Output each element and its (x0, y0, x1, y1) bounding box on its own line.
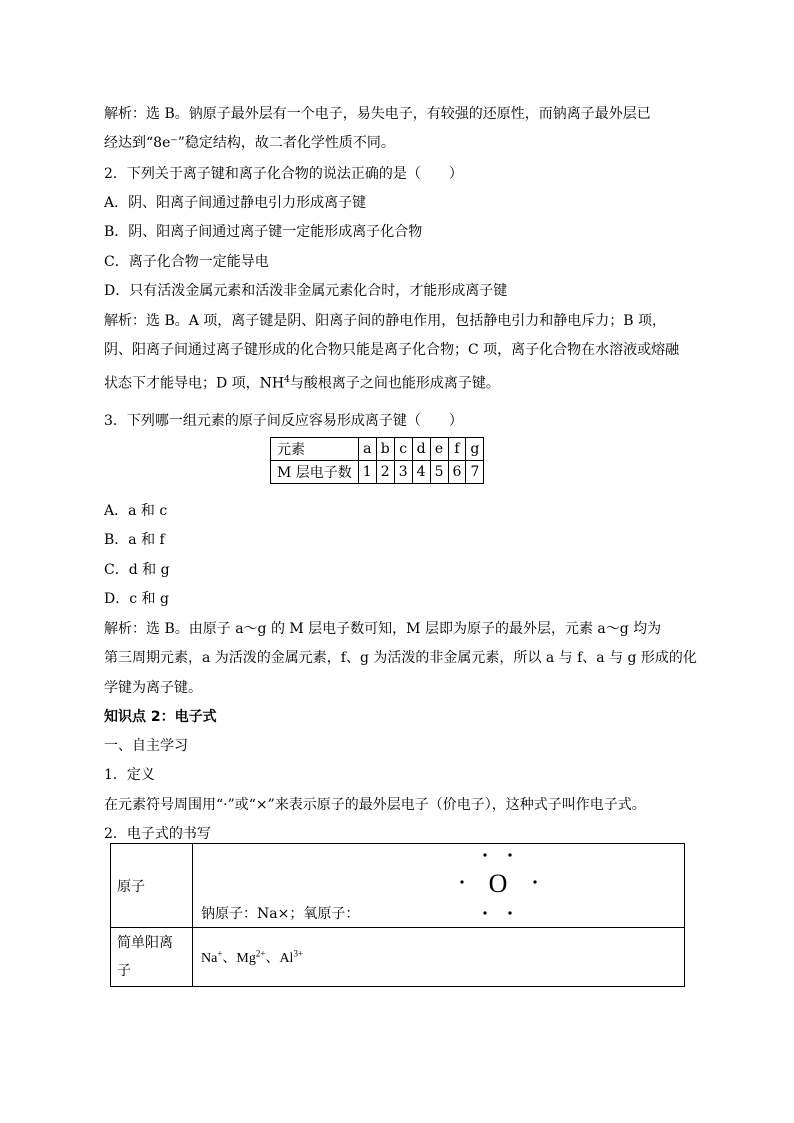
answer-1-line-2: 经达到“8e⁻”稳定结构，故二者化学性质不同。 (104, 135, 395, 151)
element-cell: c (394, 438, 412, 461)
answer-2-line-2: 阴、阳离子间通过离子键形成的化合物只能是离子化合物；C 项，离子化合物在水溶液或熔融 (104, 342, 680, 358)
m-shell-label: M 层电子数 (271, 461, 359, 484)
atom-content-cell (193, 844, 685, 928)
count-cell: 6 (448, 461, 466, 484)
question-2-option-d: D．只有活泼金属元素和活泼非金属元素化合时，才能形成离子键 (104, 283, 508, 299)
item-writing-heading: 2．电子式的书写 (104, 826, 211, 842)
element-header-label: 元素 (271, 438, 359, 461)
subsection-self-study: 一、自主学习 (104, 738, 188, 754)
magnesium-symbol: Mg (236, 951, 256, 966)
magnesium-charge: 2+ (255, 948, 266, 959)
question-2-option-a: A．阴、阳离子间通过静电引力形成离子键 (104, 195, 367, 211)
oxygen-electron-dot-icon (449, 846, 549, 924)
answer-2-line-3a: 状态下才能导电；D 项，NH (104, 375, 285, 392)
definition-text: 在元素符号周围用“·”或“×”来表示原子的最外层电子（价电子），这种式子叫作电子式。 (104, 797, 646, 813)
count-cell: 3 (394, 461, 412, 484)
atom-row (111, 844, 685, 928)
cation-label-line-1: 简单阳离 (117, 935, 173, 951)
oxygen-symbol: O (488, 869, 508, 898)
question-3-option-c: C．d 和 g (104, 562, 170, 578)
element-cell: b (376, 438, 394, 461)
answer-2-line-1: 解析：选 B。A 项，离子键是阴、阳离子间的静电作用，包括静电引力和静电斥力；B 项， (104, 313, 667, 329)
separator: 、 (265, 951, 280, 966)
separator: 、 (222, 951, 237, 966)
sodium-symbol: Na (201, 951, 218, 966)
element-table (270, 437, 484, 484)
element-table-header-row (271, 438, 484, 461)
element-cell: g (466, 438, 484, 461)
aluminium-symbol: Al (279, 951, 294, 966)
question-2-option-c: C．离子化合物一定能导电 (104, 254, 269, 270)
answer-3-line-1: 解析：选 B。由原子 a～g 的 M 层电子数可知，M 层即为原子的最外层，元素 a～g 均为 (104, 621, 662, 637)
atom-label: 原子 (117, 878, 145, 895)
answer-3-line-2: 第三周期元素，a 为活泼的金属元素，f、g 为活泼的非金属元素，所以 a 与 f、a 与 g 形成的化 (104, 650, 697, 666)
element-cell: f (448, 438, 466, 461)
question-2-option-b: B．阴、阳离子间通过离子键一定能形成离子化合物 (104, 224, 423, 240)
sodium-charge: + (217, 948, 223, 959)
electron-formula-table (110, 843, 685, 987)
atom-text: 钠原子：Na×；氧原子： (201, 906, 360, 922)
question-3: 3．下列哪一组元素的原子间反应容易形成离子键（ ） (104, 413, 463, 429)
answer-3-line-3: 学键为离子键。 (104, 680, 202, 696)
answer-2-line-3b: 与酸根离子之间也能形成离子键。 (289, 375, 500, 392)
cation-label-line-2: 子 (117, 963, 131, 979)
count-cell: 4 (412, 461, 430, 484)
question-3-option-b: B．a 和 f (104, 532, 165, 548)
count-cell: 5 (430, 461, 448, 484)
count-cell: 7 (466, 461, 484, 484)
cation-row (111, 928, 685, 987)
question-2: 2．下列关于离子键和离子化合物的说法正确的是（ ） (104, 166, 463, 182)
question-3-option-d: D．c 和 g (104, 591, 169, 607)
count-cell: 2 (376, 461, 394, 484)
aluminium-charge: 3+ (293, 948, 304, 959)
item-definition-heading: 1．定义 (104, 767, 155, 783)
section-heading: 知识点 2：电子式 (104, 709, 217, 725)
element-cell: a (358, 438, 376, 461)
element-cell: e (430, 438, 448, 461)
cation-content-cell (193, 928, 685, 987)
cation-label-cell (111, 928, 193, 987)
answer-2-line-3 (104, 370, 500, 394)
question-3-option-a: A．a 和 c (104, 503, 168, 519)
nh4-subscript: 4 (284, 375, 290, 385)
element-cell: d (412, 438, 430, 461)
answer-1-line-1: 解析：选 B。钠原子最外层有一个电子，易失电子，有较强的还原性，而钠离子最外层已 (104, 106, 651, 122)
atom-label-cell (111, 844, 193, 928)
count-cell: 1 (358, 461, 376, 484)
element-table-count-row (271, 461, 484, 484)
